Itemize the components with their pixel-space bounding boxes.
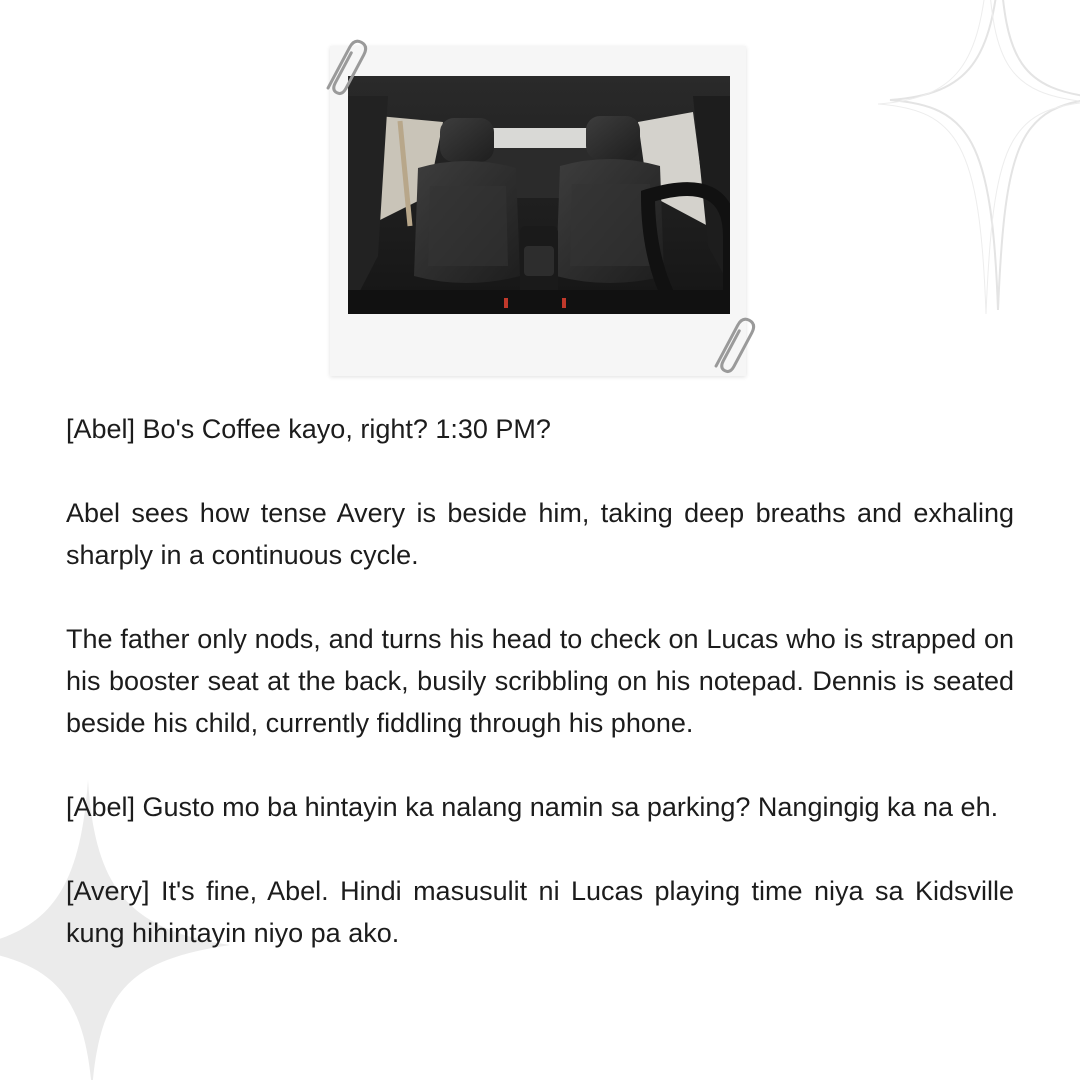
dialogue-abel-2: [Abel] Gusto mo ba hintayin ka nalang namin sa parking? Nangingig ka na eh. xyxy=(66,792,999,822)
paperclip-icon xyxy=(324,34,368,100)
story-text xyxy=(66,408,1014,954)
dialogue-avery-1: [Avery] It's fine, Abel. Hindi masusulit ni Lucas playing time niya sa Kidsville kung hihintayin niyo pa ako. xyxy=(66,876,1014,948)
narration-1: Abel sees how tense Avery is beside him, taking deep breaths and exhaling sharply in a continuous cycle. xyxy=(66,498,1014,570)
sparkle-outline-icon xyxy=(770,0,1080,320)
photo-frame xyxy=(330,46,746,376)
dialogue-abel-1: [Abel] Bo's Coffee kayo, right? 1:30 PM? xyxy=(66,414,551,444)
car-interior-photo xyxy=(348,76,730,314)
paperclip-icon xyxy=(712,312,756,378)
narration-2: The father only nods, and turns his head to check on Lucas who is strapped on his booster seat at the back, busily scribbling on his notepad. Dennis is seated beside his child, currently fiddling through his phone. xyxy=(66,624,1014,738)
